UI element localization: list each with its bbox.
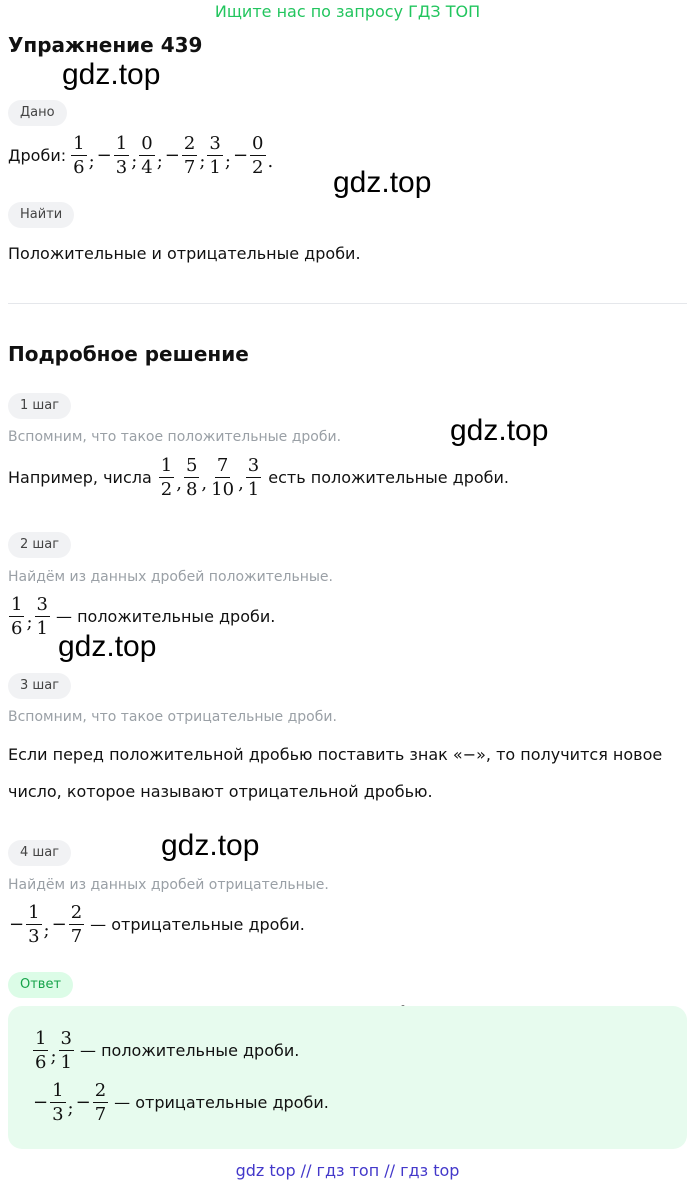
given-label: Дроби: bbox=[8, 146, 67, 165]
fraction-numerator: 3 bbox=[36, 594, 48, 615]
fraction-denominator: 8 bbox=[185, 479, 198, 500]
step-2-hint: Найдём из данных дробей положительные. bbox=[8, 569, 333, 585]
step-1-fraction-list bbox=[158, 455, 262, 500]
fraction-numerator: 3 bbox=[209, 133, 221, 154]
fraction bbox=[182, 133, 197, 178]
fraction bbox=[71, 133, 86, 178]
answer-line-1-text: — положительные дроби. bbox=[79, 1041, 300, 1060]
footer-links[interactable]: gdz top // гдз топ // гдз top bbox=[235, 1161, 460, 1180]
fraction-numerator: 0 bbox=[252, 133, 264, 154]
fraction-numerator: 5 bbox=[185, 455, 198, 476]
fraction-denominator: 6 bbox=[35, 1052, 47, 1073]
fraction bbox=[69, 902, 84, 947]
minus-sign: − bbox=[9, 914, 25, 935]
fraction-numerator: 7 bbox=[216, 455, 229, 476]
fraction-separator: ; bbox=[50, 1046, 57, 1067]
step-2-fraction-list bbox=[8, 594, 51, 639]
fraction-numerator: 2 bbox=[94, 1080, 107, 1101]
fraction-numerator: 3 bbox=[60, 1028, 72, 1049]
fraction-denominator: 1 bbox=[247, 479, 260, 500]
fraction-denominator: 1 bbox=[36, 618, 48, 639]
fraction bbox=[250, 133, 265, 178]
step-3-hint: Вспомним, что такое отрицательные дроби. bbox=[8, 709, 337, 725]
given-pill: Дано bbox=[8, 100, 67, 126]
fraction-numerator: 2 bbox=[183, 133, 196, 154]
fraction-numerator: 1 bbox=[160, 455, 173, 476]
given-fraction-list bbox=[70, 133, 274, 178]
step-2-text-after: — положительные дроби. bbox=[55, 607, 276, 626]
fraction-denominator: 1 bbox=[209, 157, 221, 178]
step-4-hint: Найдём из данных дробей отрицательные. bbox=[8, 877, 329, 893]
page-title: Упражнение 439 bbox=[8, 33, 203, 57]
fraction-separator: ; bbox=[88, 151, 95, 172]
fraction-denominator: 2 bbox=[160, 479, 173, 500]
fraction-denominator: 3 bbox=[115, 157, 128, 178]
fraction-denominator: 7 bbox=[183, 157, 196, 178]
fraction bbox=[207, 133, 222, 178]
fraction bbox=[50, 1080, 65, 1125]
fraction-denominator: 6 bbox=[73, 157, 85, 178]
fraction-denominator: 1 bbox=[60, 1052, 72, 1073]
fraction bbox=[159, 455, 174, 500]
given-section-label bbox=[8, 100, 67, 126]
fraction-numerator: 1 bbox=[11, 594, 23, 615]
fraction-separator: ; bbox=[156, 151, 163, 172]
fraction bbox=[139, 133, 154, 178]
fraction-numerator: 0 bbox=[141, 133, 153, 154]
answer-line-2-text: — отрицательные дроби. bbox=[114, 1093, 329, 1112]
answer-label bbox=[8, 972, 73, 998]
find-text: Положительные и отрицательные дроби. bbox=[8, 244, 361, 263]
find-pill: Найти bbox=[8, 202, 74, 228]
fraction bbox=[59, 1028, 74, 1073]
fraction-separator: , bbox=[201, 473, 208, 494]
fraction bbox=[26, 902, 41, 947]
step-pill: 1 шаг bbox=[8, 393, 71, 419]
fraction-separator: . bbox=[267, 151, 274, 172]
answer-pill: Ответ bbox=[8, 972, 73, 998]
find-section-label bbox=[8, 202, 74, 228]
fraction-numerator: 1 bbox=[73, 133, 85, 154]
minus-sign: − bbox=[51, 914, 67, 935]
step-1-content bbox=[8, 455, 509, 500]
fraction-numerator: 1 bbox=[52, 1080, 64, 1101]
minus-sign: − bbox=[33, 1092, 49, 1113]
divider bbox=[8, 303, 687, 304]
fraction-numerator: 1 bbox=[115, 133, 128, 154]
step-pill: 3 шаг bbox=[8, 673, 71, 699]
fraction-denominator: 4 bbox=[141, 157, 153, 178]
step-3-label bbox=[8, 673, 71, 699]
fraction bbox=[246, 455, 261, 500]
fraction-denominator: 6 bbox=[11, 618, 23, 639]
fraction bbox=[209, 455, 236, 500]
answer-line-2 bbox=[32, 1080, 329, 1125]
fraction-denominator: 10 bbox=[211, 479, 235, 500]
fraction-denominator: 3 bbox=[52, 1104, 64, 1125]
step-2-content bbox=[8, 594, 275, 639]
step-4-text-after: — отрицательные дроби. bbox=[90, 915, 305, 934]
step-pill: 4 шаг bbox=[8, 840, 71, 866]
watermark: gdz.top bbox=[62, 58, 161, 91]
step-1-text-before: Например, числа bbox=[8, 468, 152, 487]
minus-sign: − bbox=[232, 145, 249, 166]
watermark: gdz.top bbox=[161, 829, 260, 862]
step-3-paragraph-line-1: Если перед положительной дробью поставить знак «−», то получится новое bbox=[8, 745, 663, 764]
fraction bbox=[184, 455, 199, 500]
given-fractions bbox=[8, 133, 274, 178]
fraction-denominator: 3 bbox=[28, 926, 40, 947]
fraction-separator: ; bbox=[26, 612, 33, 633]
fraction bbox=[33, 1028, 48, 1073]
fraction-denominator: 7 bbox=[94, 1104, 107, 1125]
fraction-denominator: 7 bbox=[70, 926, 83, 947]
fraction-separator: ; bbox=[224, 151, 231, 172]
step-2-label bbox=[8, 532, 71, 558]
answer-line-1-fractions bbox=[32, 1028, 75, 1073]
step-pill: 2 шаг bbox=[8, 532, 71, 558]
minus-sign: − bbox=[164, 145, 180, 166]
step-4-fraction-list bbox=[8, 902, 85, 947]
top-search-link[interactable]: Ищите нас по запросу ГДЗ ТОП bbox=[214, 2, 481, 21]
minus-sign: − bbox=[96, 145, 112, 166]
fraction-separator: , bbox=[238, 473, 244, 494]
fraction-numerator: 2 bbox=[70, 902, 83, 923]
fraction-separator: , bbox=[176, 473, 182, 494]
step-3-paragraph-line-2: число, которое называют отрицательной дробью. bbox=[8, 782, 433, 801]
watermark: gdz.top bbox=[450, 414, 549, 447]
fraction bbox=[114, 133, 129, 178]
step-4-label bbox=[8, 840, 71, 866]
watermark: gdz.top bbox=[58, 630, 157, 663]
answer-line-1 bbox=[32, 1028, 299, 1073]
fraction-numerator: 3 bbox=[247, 455, 260, 476]
answer-line-2-fractions bbox=[32, 1080, 109, 1125]
watermark: gdz.top bbox=[333, 166, 432, 199]
fraction-denominator: 2 bbox=[252, 157, 264, 178]
minus-sign: − bbox=[75, 1092, 91, 1113]
fraction bbox=[35, 594, 50, 639]
step-1-hint: Вспомним, что такое положительные дроби. bbox=[8, 429, 342, 445]
fraction-numerator: 1 bbox=[28, 902, 40, 923]
solution-heading: Подробное решение bbox=[8, 342, 249, 366]
step-1-label bbox=[8, 393, 71, 419]
step-4-content bbox=[8, 902, 305, 947]
fraction-numerator: 1 bbox=[35, 1028, 47, 1049]
fraction-separator: ; bbox=[131, 151, 138, 172]
fraction-separator: ; bbox=[67, 1098, 74, 1119]
fraction bbox=[9, 594, 24, 639]
fraction-separator: ; bbox=[199, 151, 206, 172]
fraction bbox=[93, 1080, 108, 1125]
step-1-text-after: есть положительные дроби. bbox=[268, 468, 510, 487]
fraction-separator: ; bbox=[43, 920, 50, 941]
